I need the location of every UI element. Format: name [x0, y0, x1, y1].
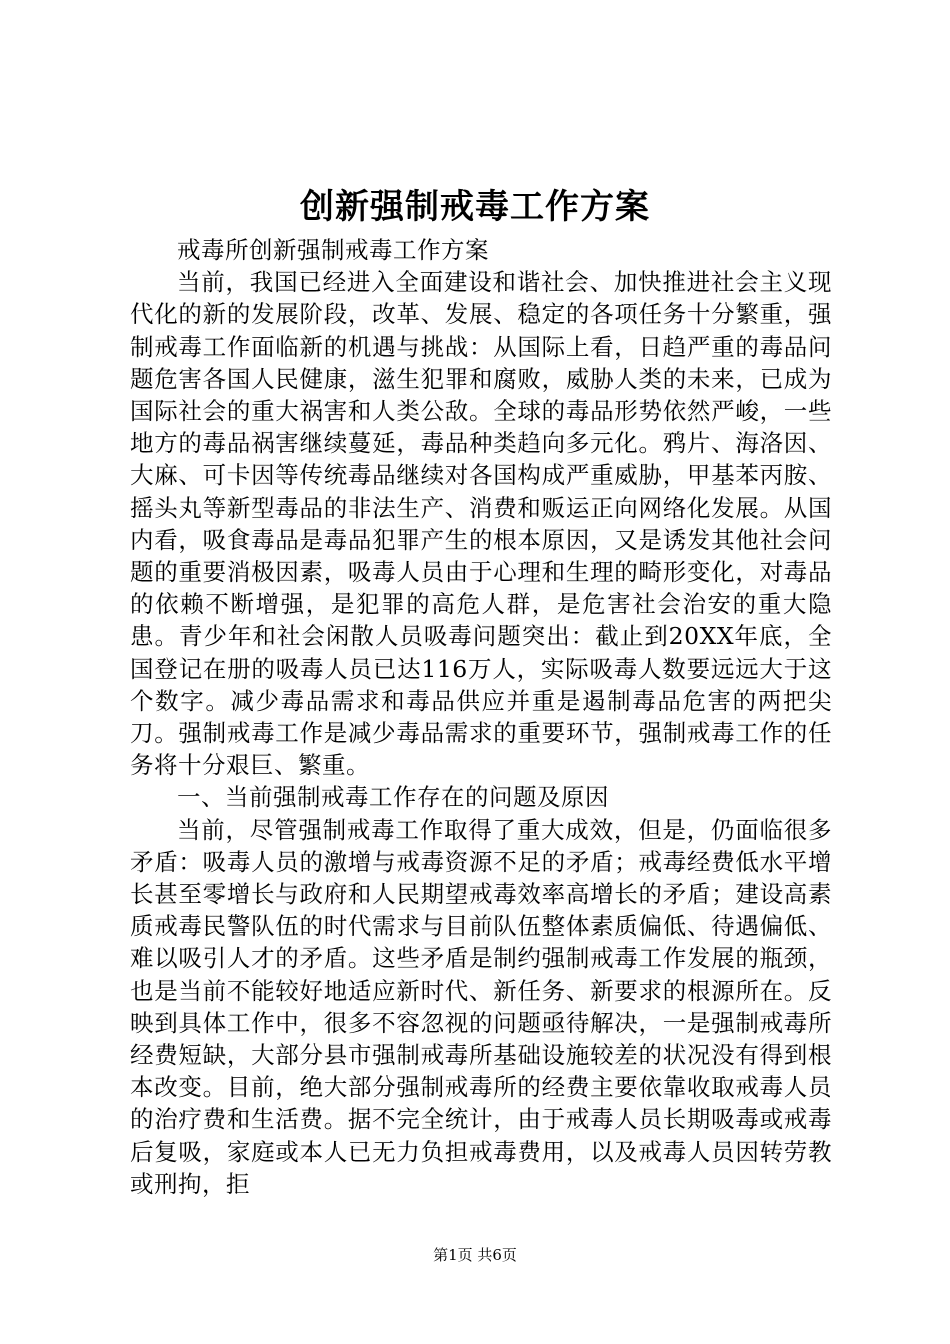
document-title: 创新强制戒毒工作方案 — [300, 187, 650, 227]
paragraph-subtitle: 戒毒所创新强制戒毒工作方案 — [177, 236, 489, 264]
page-footer: 第1页 共6页 — [433, 1246, 517, 1264]
document-body — [130, 234, 832, 1200]
paragraph-problems: 当前，尽管强制戒毒工作取得了重大成效，但是，仍面临很多矛盾：吸毒人员的激增与戒毒资源不足的矛盾；戒毒经费低水平增长甚至零增长与政府和人民期望戒毒效率高增长的矛盾；建设高素质戒毒民警队伍的时代需求与目前队伍整体素质偏低、待遇偏低、难以吸引人才的矛盾。这些矛盾是制约强制戒毒工作发展的瓶颈，也是当前不能较好地适应新时代、新任务、新要求的根源所在。反映到具体工作中，很多不容忽视的问题亟待解决，一是强制戒毒所经费短缺，大部分县市强制戒毒所基础设施较差的状况没有得到根本改变。目前，绝大部分强制戒毒所的经费主要依靠收取戒毒人员的治疗费和生活费。据不完全统计，由于戒毒人员长期吸毒或戒毒后复吸，家庭或本人已无力负担戒毒费用，以及戒毒人员因转劳教或刑拘，拒 — [130, 815, 832, 1198]
section-heading: 一、当前强制戒毒工作存在的问题及原因 — [177, 783, 609, 812]
paragraph-intro: 当前，我国已经进入全面建设和谐社会、加快推进社会主义现代化的新的发展阶段，改革、发展、稳定的各项任务十分繁重，强制戒毒工作面临新的机遇与挑战：从国际上看，日趋严重的毒品问题危害各国人民健康，滋生犯罪和腐败，威胁人类的未来，已成为国际社会的重大祸害和人类公敌。全球的毒品形势依然严峻，一些地方的毒品祸害继续蔓延，毒品种类趋向多元化。鸦片、海洛因、大麻、可卡因等传统毒品继续对各国构成严重威胁，甲基苯丙胺、摇头丸等新型毒品的非法生产、消费和贩运正向网络化发展。从国内看，吸食毒品是毒品犯罪产生的根本原因，又是诱发其他社会问题的重要消极因素，吸毒人员由于心理和生理的畸形变化，对毒品的依赖不断增强，是犯罪的高危人群，是危害社会治安的重大隐患。青少年和社会闲散人员吸毒问题突出：截止到20XX年底，全国登记在册的吸毒人员已达116万人，实际吸毒人数要远远大于这个数字。减少毒品需求和毒品供应并重是遏制毒品危害的两把尖刀。强制戒毒工作是减少毒品需求的重要环节，强制戒毒工作的任务将十分艰巨、繁重。 — [130, 268, 832, 780]
